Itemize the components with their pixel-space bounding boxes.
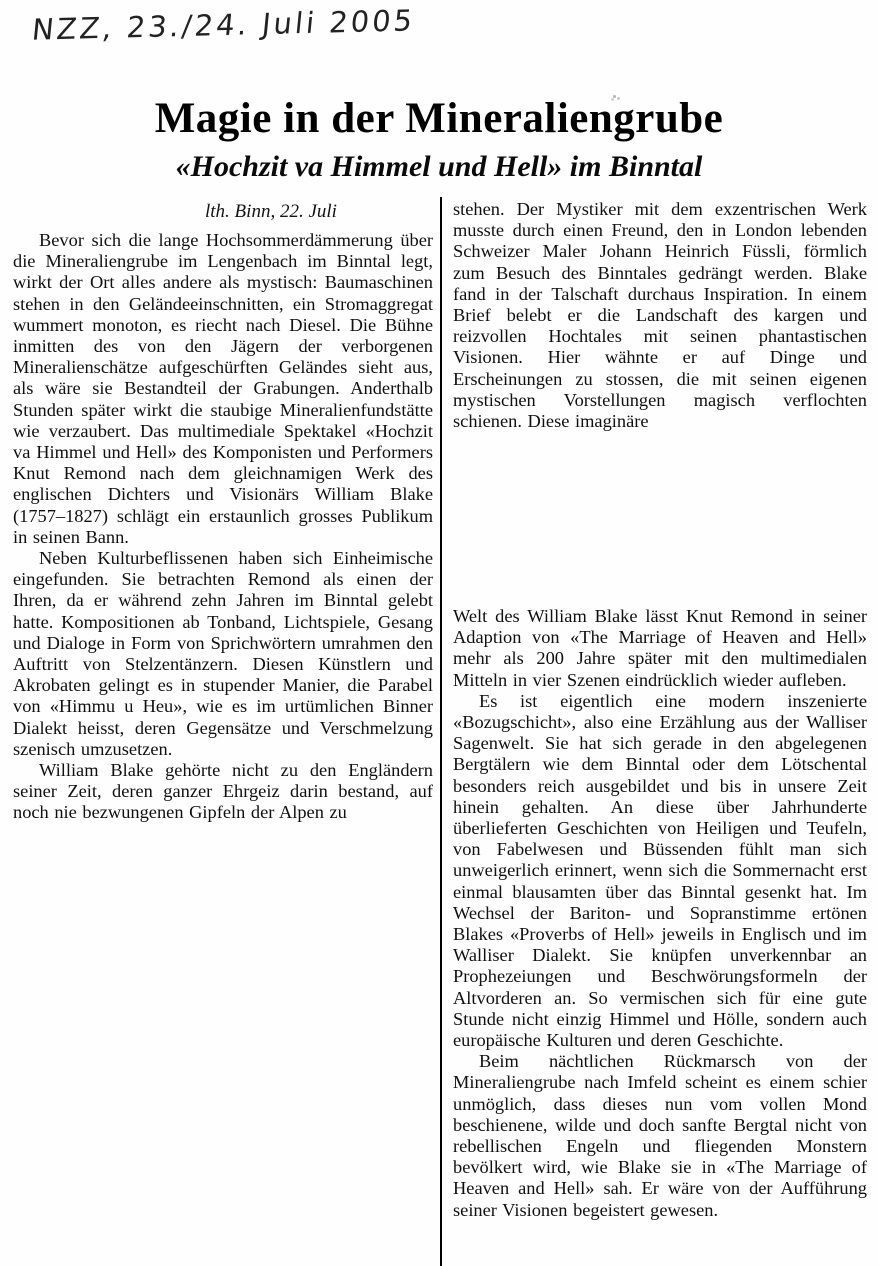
dateline: lth. Binn, 22. Juli — [205, 201, 337, 222]
article-paragraph: William Blake gehörte nicht zu den Engländern seiner Zeit, deren ganzer Ehrgeiz darin bestand, auf noch nie bezwungenen Gipfeln der Alpen zu — [13, 760, 433, 823]
article-paragraph: Welt des William Blake lässt Knut Remond in seiner Adaption von «The Marriage of Heaven and Hell» mehr als 200 Jahre später mit den multimedialen Mitteln in vier Szenen eindrücklich wieder aufleben. — [453, 606, 867, 690]
right-column-top — [453, 199, 867, 432]
article-subtitle: «Hochzit va Himmel und Hell» im Binntal — [175, 150, 703, 183]
article-paragraph: Beim nächtlichen Rückmarsch von der Mineraliengrube nach Imfeld scheint es einem schier unmöglich, dass dieses nun vom vollen Mond beschienene, wilde und doch sanfte Bergtal nicht von rebellischen Engeln und fliegenden Monstern bevölkert wird, wie Blake sie in «The Marriage of Heaven and Hell» sah. Er wäre von der Aufführung seiner Visionen begeistert gewesen. — [453, 1051, 867, 1220]
article-paragraph-continuation: stehen. Der Mystiker mit dem exzentrischen Werk musste durch einen Freund, den in London lebenden Schweizer Maler Johann Heinrich Füssli, förmlich zum Besuch des Binntales gedrängt werden. Blake fand in der Talschaft durchaus Inspiration. In einem Brief belebt er die Landschaft des kargen und reizvollen Hochtales mit seinen phantastischen Visionen. Hier wähnte er auf Dinge und Erscheinungen zu stossen, die mit seinen eigenen mystischen Vorstellungen magisch verflochten schienen. Diese imaginäre — [453, 199, 867, 432]
left-column — [13, 230, 433, 824]
article-header — [0, 94, 878, 184]
article-paragraph: Bevor sich die lange Hochsommerdämmerung über die Mineraliengrube im Lengenbach im Binntal legt, wirkt der Ort alles andere als mystisch: Baumaschinen stehen in den Geländeeinschnitten, ein Stromaggregat wummert monoton, es riecht nach Diesel. Die Bühne inmitten des von den Jägern der verborgenen Mineralienschätze aufgeschürften Geländes sieht aus, als wäre sie Bestandteil der Grabungen. Anderthalb Stunden später wirkt die staubige Mineralienfundstätte wie verzaubert. Das multimediale Spektakel «Hochzit va Himmel und Hell» des Komponisten und Performers Knut Remond nach dem gleichnamigen Werk des englischen Dichters und Visionärs William Blake (1757–1827) schlägt ein erstaunlich grosses Publikum in seinen Bann. — [13, 230, 433, 547]
handwritten-note: NZZ, 23./24. Juli 2005 — [30, 3, 417, 47]
article-paragraph: Neben Kulturbeflissenen haben sich Einheimische eingefunden. Sie betrachten Remond als einen der Ihren, da er während zehn Jahren im Binntal gelebt hatte. Kompositionen ab Tonband, Lichtspiele, Gesang und Dialoge in Form von Sprichwörtern umrahmen den Auftritt von Stelzentänzern. Diesen Künstlern und Akrobaten gelingt es in stupender Manier, die Parabel von «Himmu u Heu», wie es im urtümlichen Binner Dialekt heisst, deren Gegensätze und Verschmelzung szenisch umzusetzen. — [13, 548, 433, 759]
column-divider — [440, 197, 442, 1266]
article-title: Magie in der Mineraliengrube — [154, 95, 724, 142]
right-column-bottom — [453, 606, 867, 1221]
article-paragraph: Es ist eigentlich eine modern inszenierte «Bozugschicht», also eine Erzählung aus der Walliser Sagenwelt. Sie hat sich gerade in den abgelegenen Bergtälern wie dem Binntal oder dem Lötschental besonders reich ausgebildet und bis in unsere Zeit hinein gehalten. An diese über Jahrhunderte überlieferten Geschichten von Heiligen und Teufeln, von Fabelwesen und Büssenden fühlt man sich unweigerlich erinnert, wenn sich die Sommernacht erst einmal blausamten über das Binntal gesenkt hat. Im Wechsel der Bariton- und Sopranstimme ertönen Blakes «Proverbs of Hell» jeweils in Englisch und im Walliser Dialekt. Sie knüpfen unverkennbar an Prophezeiungen und Beschwörungsformeln der Altvorderen an. So vermischen sich für eine gute Stunde nicht einzig Himmel und Hölle, sondern auch europäische Kulturen und deren Geschichte. — [453, 690, 867, 1051]
